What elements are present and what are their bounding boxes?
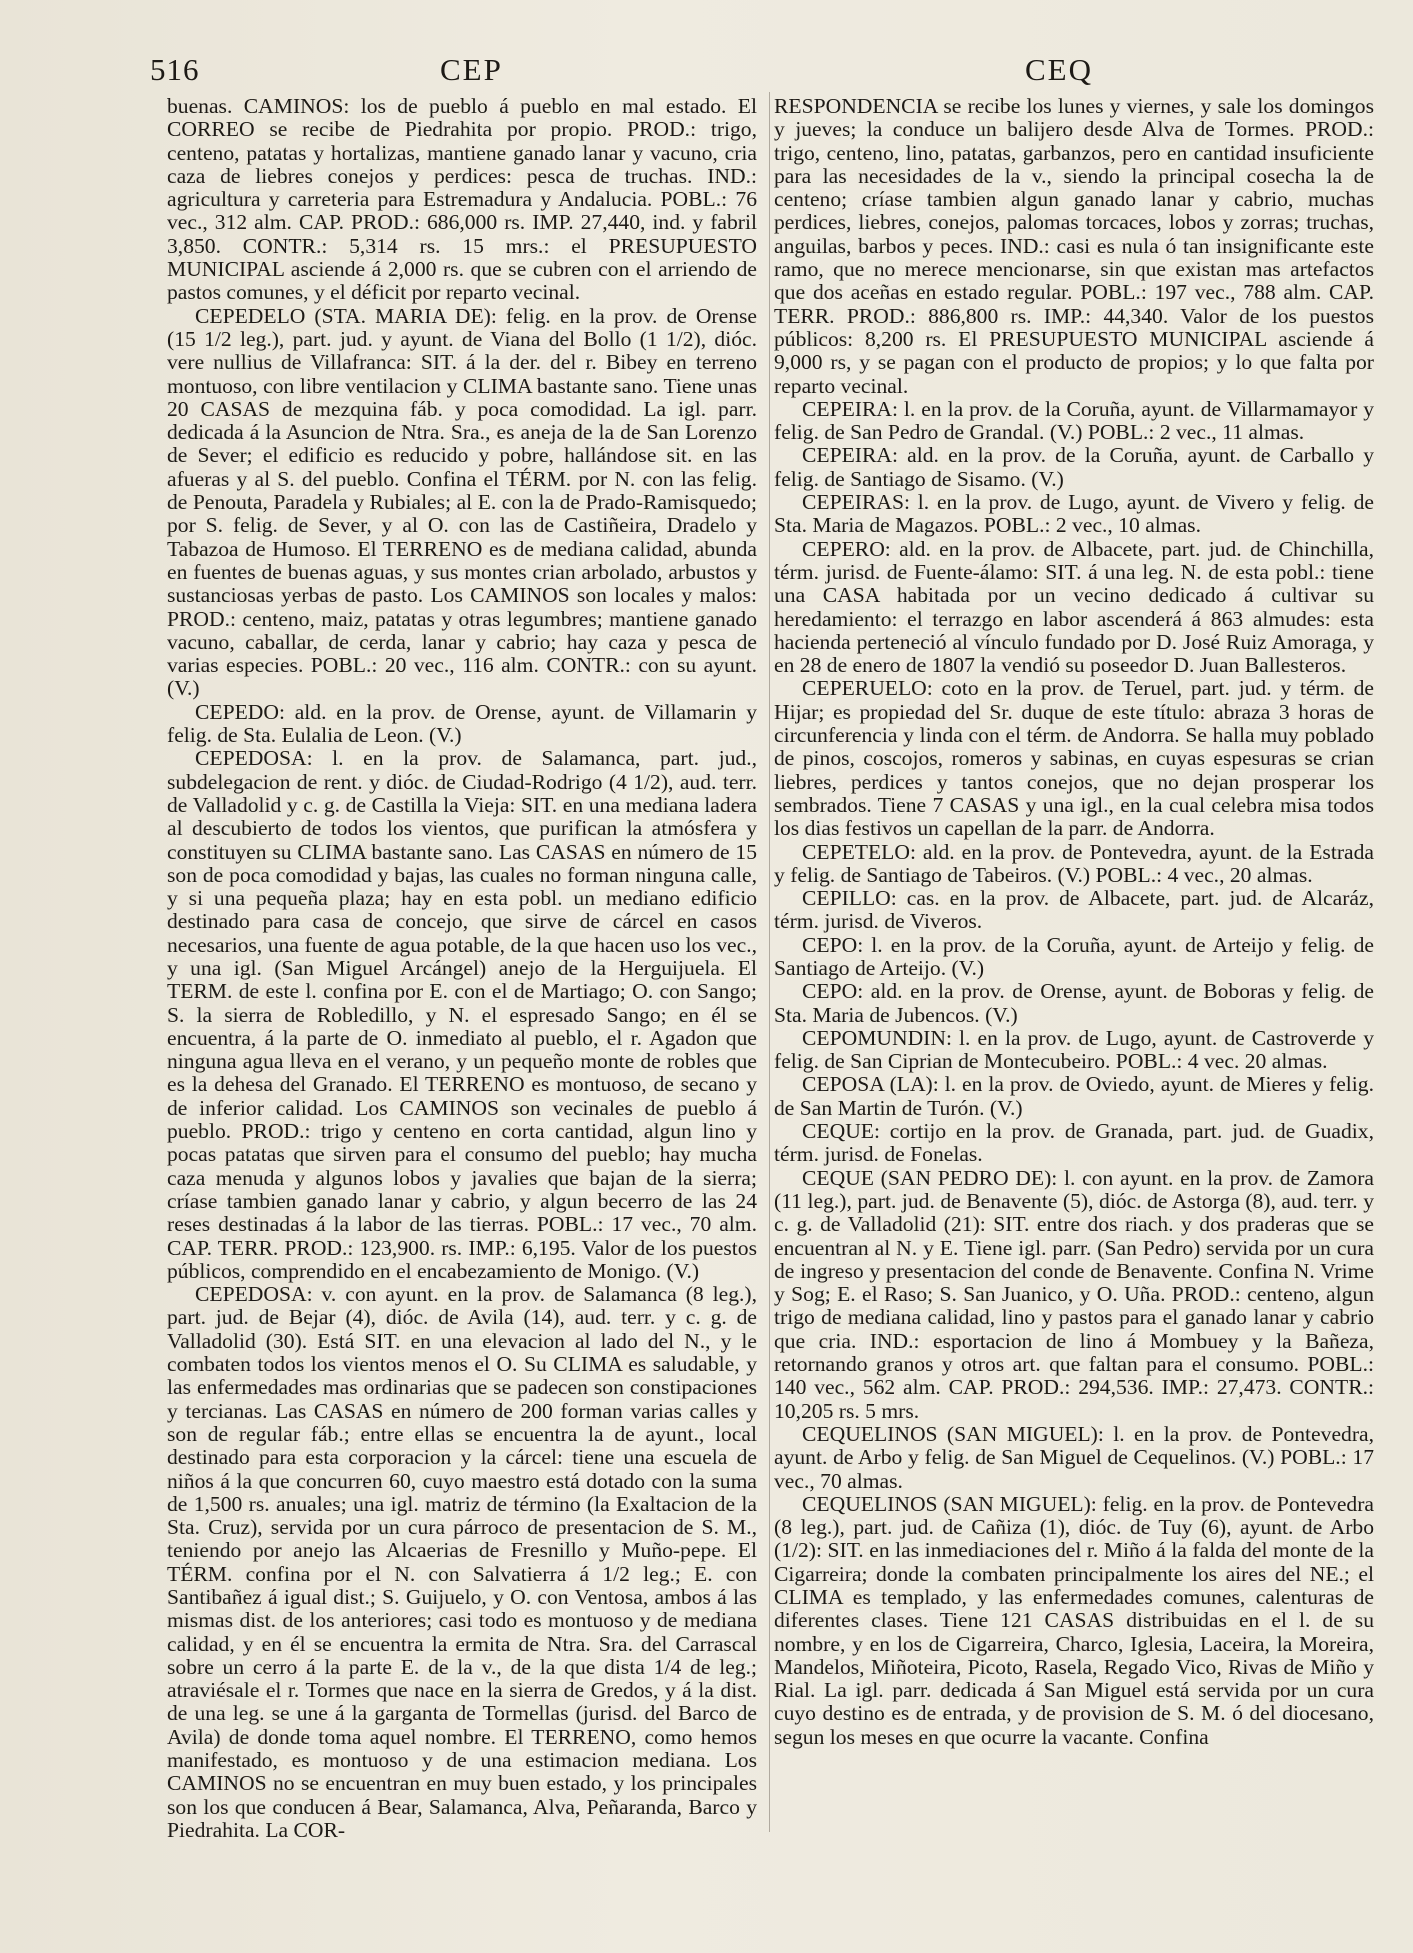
entry-ceque: CEQUE: cortijo en la prov. de Granada, part. jud. de Guadix, térm. jurisd. de Fonelas.: [774, 1119, 1374, 1167]
entry-cepo-2: CEPO: ald. en la prov. de Orense, ayunt. de Boboras y felig. de Sta. Maria de Jubencos. (V.): [774, 979, 1374, 1027]
entry-cepeira-1: CEPEIRA: l. en la prov. de la Coruña, ayunt. de Villarmamayor y felig. de San Pedro de Grandal. (V.) POBL.: 2 vec., 11 almas.: [774, 396, 1374, 445]
page-header: [150, 52, 1380, 92]
page-number: 516: [150, 52, 200, 87]
left-column: [167, 95, 757, 1842]
right-running-head: CEQ: [1025, 52, 1093, 87]
entry-cepedelo: CEPEDELO (STA. MARIA DE): felig. en la prov. de Orense (15 1/2 leg.), part. jud. y ayunt. de Viana del Bollo (1 1/2), dióc. vere nullius de Villafranca: SIT. á la der. del r. Bibey en terreno montuoso, con libre ventilacion y CLIMA bastante sano. Tiene unas 20 CASAS de mezquina fáb. y poca comodidad. La igl. parr. dedicada á la Asuncion de Ntra. Sra., es aneja de la de San Lorenzo de Sever; el edificio es reducido y pobre, hallándose sit. en las afueras y al S. del pueblo. Confina el TÉRM. por N. con las felig. de Penouta, Paradela y Rubiales; al E. con la de Prado-Ramisquedo; por S. felig. de Sever, y al O. con las de Castiñeira, Dradelo y Tabazoa de Humoso. El TERRENO es de mediana calidad, abunda en fuentes de buenas aguas, y sus montes crian arbolado, arbustos y sustanciosas yerbas de pasto. Los CAMINOS son locales y malos: PROD.: centeno, maiz, patatas y otras legumbres; mantiene ganado vacuno, caballar, de cerda, lanar y cabrio; hay caza y pesca de varias especies. POBL.: 20 vec., 116 alm. CONTR.: con su ayunt. (V.): [167, 303, 757, 701]
entry-cepomundin: CEPOMUNDIN: l. en la prov. de Lugo, ayunt. de Castroverde y felig. de San Ciprian de Montecubeiro. POBL.: 4 vec. 20 almas.: [774, 1025, 1374, 1074]
entry-cequelinos-2: CEQUELINOS (SAN MIGUEL): felig. en la prov. de Pontevedra (8 leg.), part. jud. de Cañiza (1), dióc. de Tuy (6), ayunt. de Arbo (1/2): SIT. en las inmediaciones del r. Miño á la falda del monte de la Cigarreira; donde la combaten principalmente los aires del NE.; el CLIMA es templado, y las enfermedades comunes, calenturas de diferentes clases. Tiene 121 CASAS distribuidas en el l. de su nombre, y en los de Cigarreira, Charco, Iglesia, Laceira, la Moreira, Mandelos, Miñoteira, Picoto, Rasela, Regado Vico, Rivas de Miño y Rial. La igl. parr. dedicada á San Miguel está servida por un cura cuyo destino es de entrada, y de provision de S. M. ó del diocesano, segun los meses en que ocurre la vacante. Confina: [774, 1491, 1374, 1749]
entry-cepedo: CEPEDO: ald. en la prov. de Orense, ayunt. de Villamarin y felig. de Sta. Eulalia de Leon. (V.): [167, 699, 757, 748]
entry-cepeira-2: CEPEIRA: ald. en la prov. de la Coruña, ayunt. de Carballo y felig. de Santiago de Sisamo. (V.): [774, 443, 1374, 491]
column-divider: [769, 92, 770, 1832]
right-column: [774, 95, 1374, 1749]
entry-cepero: CEPERO: ald. en la prov. de Albacete, part. jud. de Chinchilla, térm. jurisd. de Fuente-álamo: SIT. á una leg. N. de esta pobl.: tiene una CASA habitada por un vecino dedicado á cultivar su heredamiento: el terrazgo en labor ascenderá á 863 almudes: esta hacienda perteneció al vínculo fundado por D. José Ruiz Amoraga, y en 28 de enero de 1807 la vendió su poseedor D. Juan Ballesteros.: [774, 536, 1374, 678]
entry-ceperuelo: CEPERUELO: coto en la prov. de Teruel, part. jud. y térm. de Hijar; es propiedad del Sr. duque de este título: abraza 3 horas de circunferencia y linda con el térm. de Andorra. Se halla muy poblado de pinos, coscojos, romeros y sabinas, en cuyas espesuras se crian liebres, perdices y tantos conejos, que no dejan prosperar los sembrados. Tiene 7 CASAS y una igl., en la cual celebra misa todos los dias festivos un capellan de la parr. de Andorra.: [774, 676, 1374, 841]
entry-cepo-1: CEPO: l. en la prov. de la Coruña, ayunt. de Arteijo y felig. de Santiago de Arteijo. (V.): [774, 932, 1374, 980]
entry-continuation: buenas. CAMINOS: los de pueblo á pueblo en mal estado. El CORREO se recibe de Piedrahita por propio. PROD.: trigo, centeno, patatas y hortalizas, mantiene ganado lanar y vacuno, cria caza de liebres conejos y perdices: pesca de truchas. IND.: agricultura y carreteria para Estremadura y Andalucia. POBL.: 76 vec., 312 alm. CAP. PROD.: 686,000 rs. IMP. 27,440, ind. y fabril 3,850. CONTR.: 5,314 rs. 15 mrs.: el PRESUPUESTO MUNICIPAL asciende á 2,000 rs. que se cubren con el arriendo de pastos comunes, y el déficit por reparto vecinal.: [167, 94, 757, 305]
entry-cepetelo: CEPETELO: ald. en la prov. de Pontevedra, ayunt. de la Estrada y felig. de Santiago de Tabeiros. (V.) POBL.: 4 vec., 20 almas.: [774, 839, 1374, 887]
entry-ceposa: CEPOSA (LA): l. en la prov. de Oviedo, ayunt. de Mieres y felig. de San Martin de Turón. (V.): [774, 1072, 1374, 1120]
entry-cepeiras: CEPEIRAS: l. en la prov. de Lugo, ayunt. de Vivero y felig. de Sta. Maria de Magazos. POBL.: 2 vec., 10 almas.: [774, 490, 1374, 538]
entry-ceque-san-pedro: CEQUE (SAN PEDRO DE): l. con ayunt. en la prov. de Zamora (11 leg.), part. jud. de Benavente (5), dióc. de Astorga (8), aud. terr. y c. g. de Valladolid (21): SIT. entre dos riach. y dos praderas que se encuentran al N. y E. Tiene igl. parr. (San Pedro) servida por un cura de ingreso y presentacion del conde de Benavente. Confina N. Vrime y Sog; E. el Raso; S. San Juanico, y O. Uña. PROD.: centeno, algun trigo de mediana calidad, lino y pastos para el ganado lanar y cabrio que cria. IND.: esportacion de lino á Mombuey y la Bañeza, retornando granos y otros art. que faltan para el consumo. POBL.: 140 vec., 562 alm. CAP. PROD.: 294,536. IMP.: 27,473. CONTR.: 10,205 rs. 5 mrs.: [774, 1165, 1374, 1423]
entry-cepedosa-villa: CEPEDOSA: v. con ayunt. en la prov. de Salamanca (8 leg.), part. jud. de Bejar (4), dióc. de Avila (14), aud. terr. y c. g. de Valladolid (30). Está SIT. en una elevacion al lado del N., y le combaten todos los vientos menos el O. Su CLIMA es saludable, y las enfermedades mas ordinarias que se padecen son constipaciones y tercianas. Las CASAS en número de 200 forman varias calles y son de regular fáb.; entre ellas se encuentra la de ayunt., local destinado para esta corporacion y la cárcel: tiene una escuela de niños á la que concurren 60, cuyo maestro está dotado con la suma de 1,500 rs. anuales; una igl. matriz de término (la Exaltacion de la Sta. Cruz), servida por un cura párroco de presentacion de S. M., teniendo por anejo las Alcaerias de Fresnillo y Muño-pepe. El TÉRM. confina por el N. con Salvatierra á 1/2 leg.; E. con Santibañez á igual dist.; S. Guijuelo, y O. con Ventosa, ambos á las mismas dist. de los anteriores; casi todo es montuoso y de mediana calidad, y en él se encuentra la ermita de Ntra. Sra. del Carrascal sobre un cerro á la parte E. de la v., de la que dista 1/4 de leg.; atraviésale el r. Tormes que nace en la sierra de Gredos, y á la dist. de una leg. se une á la garganta de Tormellas (jurisd. del Barco de Avila) de donde toma aquel nombre. El TERRENO, como hemos manifestado, es montuoso y de una estimacion mediana. Los CAMINOS no se encuentran en muy buen estado, y los principales son los que conducen á Bear, Salamanca, Alva, Peñaranda, Barco y Piedrahita. La COR-: [167, 1282, 757, 1842]
entry-cepillo: CEPILLO: cas. en la prov. de Albacete, part. jud. de Alcaráz, térm. jurisd. de Viveros.: [774, 886, 1374, 934]
left-running-head: CEP: [440, 52, 503, 87]
entry-cequelinos-1: CEQUELINOS (SAN MIGUEL): l. en la prov. de Pontevedra, ayunt. de Arbo y felig. de San Miguel de Cequelinos. (V.) POBL.: 17 vec., 70 almas.: [774, 1421, 1374, 1493]
entry-continuation: RESPONDENCIA se recibe los lunes y viernes, y sale los domingos y jueves; la conduce un balijero desde Alva de Tormes. PROD.: trigo, centeno, lino, patatas, garbanzos, pero en cantidad insuficiente para las necesidades de la v., siendo la principal cosecha la de centeno; críase tambien algun ganado lanar y cabrio, muchas perdices, liebres, conejos, palomas torcaces, lobos y zorras; truchas, anguilas, barbos y peces. IND.: casi es nula ó tan insignificante este ramo, que no merece mencionarse, sin que existan mas artefactos que dos aceñas en estado regular. POBL.: 197 vec., 788 alm. CAP. TERR. PROD.: 886,800 rs. IMP.: 44,340. Valor de los puestos públicos: 8,200 rs. El PRESUPUESTO MUNICIPAL asciende á 9,000 rs, y se pagan con el producto de propios; y lo que falta por reparto vecinal.: [774, 94, 1374, 398]
entry-cepedosa-lugar: CEPEDOSA: l. en la prov. de Salamanca, part. jud., subdelegacion de rent. y dióc. de Ciudad-Rodrigo (4 1/2), aud. terr. de Valladolid y c. g. de Castilla la Vieja: SIT. en una mediana ladera al descubierto de todos los vientos, que purifican la atmósfera y constituyen su CLIMA bastante sano. Las CASAS en número de 15 son de poca comodidad y bajas, las cuales no forman ninguna calle, y si una pequeña plaza; hay en esta pobl. un mediano edificio destinado para casa de concejo, que sirve de cárcel en casos necesarios, una fuente de agua potable, de la que hacen uso los vec., y una igl. (San Miguel Arcángel) anejo de la Herguijuela. El TERM. de este l. confina por E. con el de Martiago; O. con Sango; S. la sierra de Robledillo, y N. el espresado Sango; en él se encuentra, á la parte de O. inmediato al pueblo, el r. Agadon que ninguna agua lleva en el verano, y un pequeño monte de robles que es la dehesa del Granado. El TERRENO es montuoso, de secano y de inferior calidad. Los CAMINOS son vecinales de pueblo á pueblo. PROD.: trigo y centeno en corta cantidad, algun lino y pocas patatas que sirven para el consumo del pueblo; hay mucha caza menuda y algunos lobos y javalies que bajan de la sierra; críase tambien ganado lanar y cabrio, y algun becerro de las 24 reses destinadas á la labor de las tierras. POBL.: 17 vec., 70 alm. CAP. TERR. PROD.: 123,900. rs. IMP.: 6,195. Valor de los puestos públicos, comprendido en el encabezamiento de Monigo. (V.): [167, 746, 757, 1283]
